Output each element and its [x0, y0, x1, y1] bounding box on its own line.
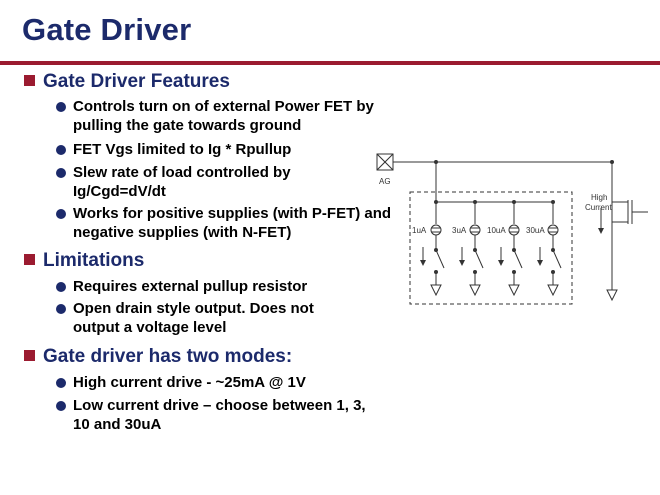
source-label-30ua: 30uA: [526, 226, 545, 235]
bullet-item: Works for positive supplies (with P-FET) and negative supplies (with N-FET): [73, 204, 403, 242]
title-divider: [0, 61, 660, 65]
circle-bullet-icon: [56, 102, 66, 112]
circle-bullet-icon: [56, 209, 66, 219]
section-heading-modes: Gate driver has two modes:: [24, 346, 292, 368]
bullet-item: Low current drive – choose between 1, 3, 10 and 30uA: [73, 396, 383, 434]
bullet-item: High current drive - ~25mA @ 1V: [73, 373, 403, 392]
circle-bullet-icon: [56, 401, 66, 411]
source-label-3ua: 3uA: [452, 226, 467, 235]
ag-pin-icon: [377, 154, 393, 170]
bullet-item: FET Vgs limited to Ig * Rpullup: [73, 140, 403, 159]
current-branch-1ua: [420, 200, 444, 295]
bullet-item: Slew rate of load controlled by Ig/Cgd=dV/dt: [73, 163, 328, 201]
square-bullet-icon: [24, 350, 35, 361]
section-heading-limitations: Limitations: [24, 250, 144, 272]
current-branch-30ua: [537, 200, 561, 295]
source-label-1ua: 1uA: [412, 226, 427, 235]
circle-bullet-icon: [56, 378, 66, 388]
bullet-item: Open drain style output. Does not output a voltage level: [73, 299, 363, 337]
high-current-label-line2: Current: [585, 203, 612, 212]
high-current-label-line1: High: [591, 193, 608, 202]
circle-bullet-icon: [56, 168, 66, 178]
circle-bullet-icon: [56, 282, 66, 292]
gate-driver-schematic: [370, 150, 655, 310]
circle-bullet-icon: [56, 304, 66, 314]
section-heading-features: Gate Driver Features: [24, 71, 230, 93]
current-branch-3ua: [459, 200, 483, 295]
slide-title: Gate Driver: [22, 12, 192, 47]
source-label-10ua: 10uA: [487, 226, 506, 235]
ag-pin-label: AG: [379, 177, 391, 186]
circle-bullet-icon: [56, 145, 66, 155]
high-current-path: [598, 162, 648, 300]
bullet-item: Requires external pullup resistor: [73, 277, 403, 296]
current-branch-10ua: [498, 200, 522, 295]
square-bullet-icon: [24, 75, 35, 86]
bullet-item: Controls turn on of external Power FET by pulling the gate towards ground: [73, 97, 403, 135]
square-bullet-icon: [24, 254, 35, 265]
